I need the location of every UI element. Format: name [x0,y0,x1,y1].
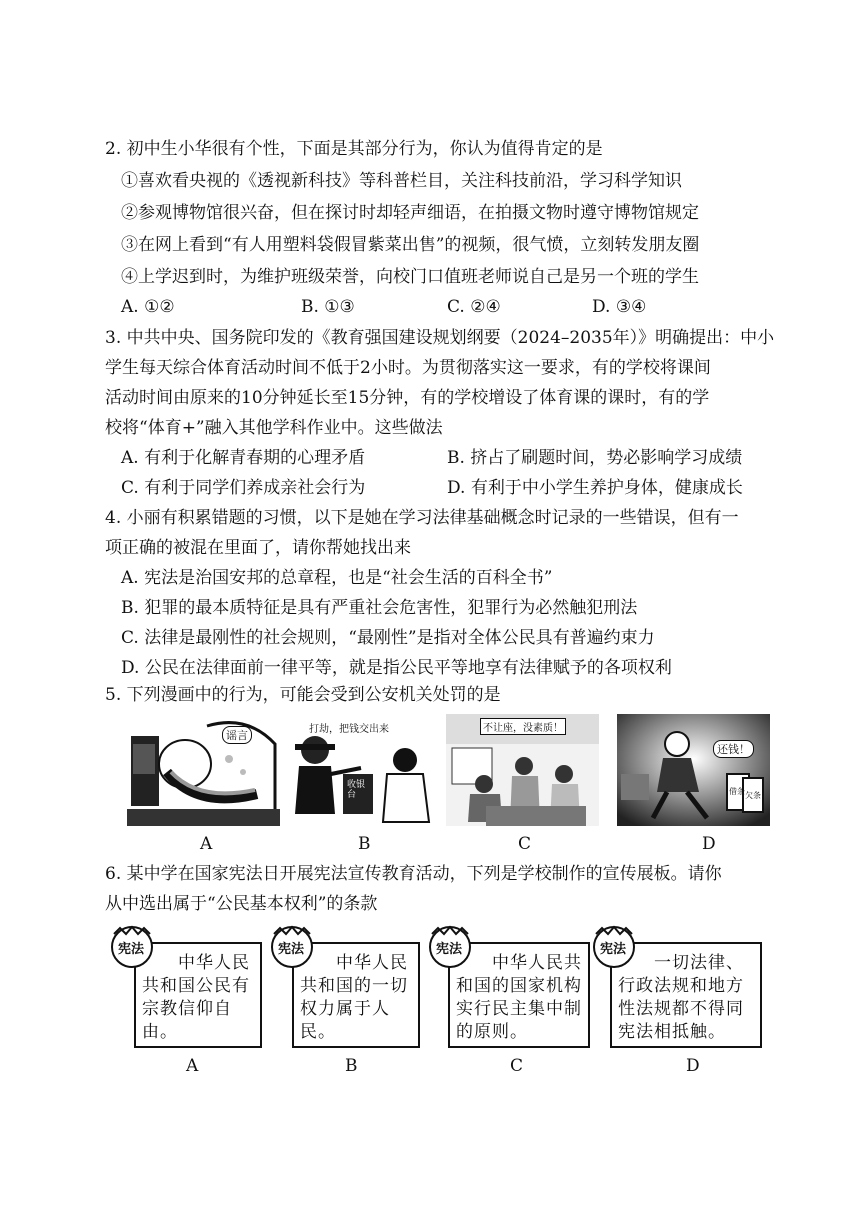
comic-d [617,714,770,826]
q4-option-a: A. 宪法是治国安邦的总章程，也是“社会生活的百科全书” [121,568,553,588]
q3-line-3: 活动时间由原来的10分钟延长至15分钟，有的学校增设了体育课的课时，有的学 [105,388,710,408]
q2-stem: 2. 初中生小华很有个性，下面是其部分行为，你认为值得肯定的是 [105,139,603,159]
comic-a-label: A [200,834,213,854]
comic-d-tag-2: 欠条 [745,791,761,800]
q3-line-1: 3. 中共中央、国务院印发的《教育强国建设规划纲要（2024–2035年）》明确提出：中小 [105,328,775,348]
board-b-text: 中华人民共和国的一切权力属于人民。 [300,953,408,1042]
comic-a [127,714,280,826]
board-d-label: D [686,1056,700,1076]
q2-item-2: ②参观博物馆很兴奋，但在探讨时却轻声细语，在拍摄文物时遵守博物馆规定 [121,203,699,223]
board-b-label: B [345,1056,358,1076]
q4-option-b: B. 犯罪的最本质特征是具有严重社会危害性，犯罪行为必然触犯刑法 [121,598,638,618]
board-a-text: 中华人民共和国公民有宗教信仰自由。 [142,953,250,1042]
badge-c-text: 宪法 [436,942,463,957]
comic-b [287,714,440,826]
constitution-badge-icon [108,924,156,970]
q6-line-2: 从中选出属于“公民基本权利”的条款 [105,894,378,914]
comic-b-label: B [358,834,371,854]
comic-c-label: C [518,834,532,854]
q4-option-c: C. 法律是最刚性的社会规则，“最刚性”是指对全体公民具有普遍约束力 [121,628,655,648]
comic-b-speech: 打劫，把钱交出来 [309,724,389,735]
q6-line-1: 6. 某中学在国家宪法日开展宪法宣传教育活动，下列是学校制作的宣传展板。请你 [105,864,722,884]
comic-d-speech: 还钱！ [713,740,754,758]
constitution-badge-icon [426,924,474,970]
q2-option-d: D. ③④ [592,297,647,317]
q3-line-4: 校将“体育+”融入其他学科作业中。这些做法 [105,418,443,438]
q3-line-2: 学生每天综合体育活动时间不低于2小时。为贯彻落实这一要求，有的学校将课间 [105,358,711,378]
q2-item-3: ③在网上看到“有人用塑料袋假冒紫菜出售”的视频，很气愤，立刻转发朋友圈 [121,235,700,255]
comic-c [446,714,599,826]
badge-d-text: 宪法 [600,942,627,957]
q4-option-d: D. 公民在法律面前一律平等，就是指公民平等地享有法律赋予的各项权利 [121,658,672,678]
q4-line-2: 项正确的被混在里面了，请你帮她找出来 [105,538,411,558]
q2-option-b: B. ①③ [301,297,355,317]
badge-b-text: 宪法 [278,942,305,957]
q3-option-a: A. 有利于化解青春期的心理矛盾 [121,448,366,468]
board-c-text: 中华人民共和国的国家机构实行民主集中制的原则。 [456,953,582,1042]
comic-c-speech: 不让座，没素质！ [480,718,566,735]
q2-option-c: C. ②④ [447,297,501,317]
comic-a-speech: 谣言 [222,726,252,744]
comic-d-label: D [702,834,716,854]
q4-line-1: 4. 小丽有积累错题的习惯，以下是她在学习法律基础概念时记录的一些错误，但有一 [105,508,739,528]
q3-option-c: C. 有利于同学们养成亲社会行为 [121,478,366,498]
constitution-badge-icon [590,924,638,970]
q5-stem: 5. 下列漫画中的行为，可能会受到公安机关处罚的是 [105,685,501,705]
q3-option-b: B. 挤占了刷题时间，势必影响学习成绩 [447,448,743,468]
q2-item-1: ①喜欢看央视的《透视新科技》等科普栏目，关注科技前沿，学习科学知识 [121,171,682,191]
board-d-text: 一切法律、行政法规和地方性法规都不得同宪法相抵触。 [618,953,744,1042]
q3-option-d: D. 有利于中小学生养护身体，健康成长 [447,478,743,498]
badge-a-text: 宪法 [118,942,145,957]
comic-d-tag-1: 借条 [729,787,745,796]
board-a-label: A [186,1056,199,1076]
constitution-badge-icon [268,924,316,970]
comic-b-sign: 收银台 [347,780,366,800]
q2-item-4: ④上学迟到时，为维护班级荣誉，向校门口值班老师说自己是另一个班的学生 [121,267,699,287]
board-c-label: C [510,1056,524,1076]
q2-option-a: A. ①② [121,297,175,317]
